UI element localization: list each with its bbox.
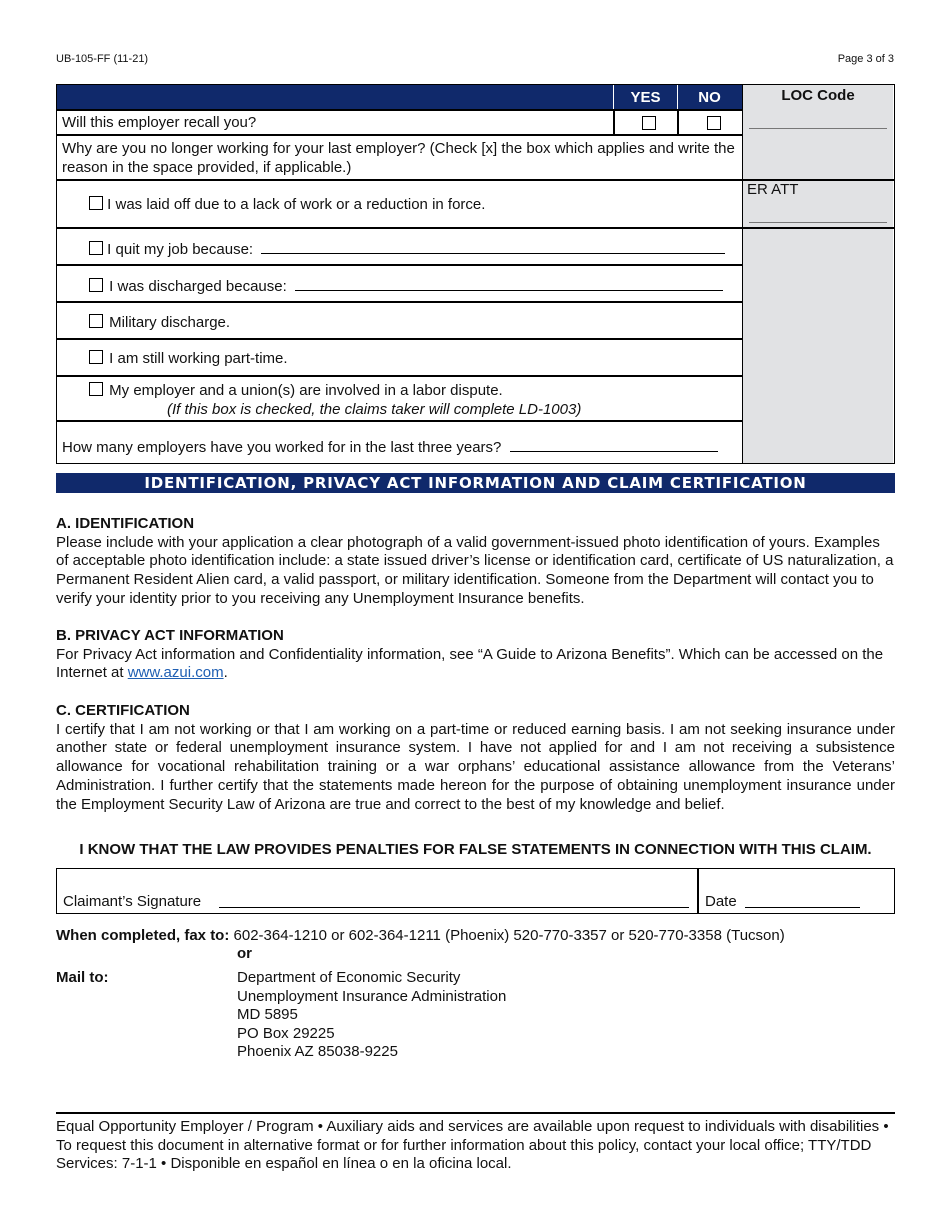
footer-rule <box>56 1112 895 1114</box>
claimant-signature-label: Claimant’s Signature <box>63 893 202 910</box>
penalty-warning: I KNOW THAT THE LAW PROVIDES PENALTIES FOR FALSE STATEMENTS IN CONNECTION WITH THIS CLAIM. <box>79 841 872 858</box>
divider <box>57 227 742 229</box>
option-labor-dispute <box>89 382 774 401</box>
recall-question: Will this employer recall you? <box>62 114 257 131</box>
divider <box>57 375 742 377</box>
part-time-label: I am still working part-time. <box>109 350 288 367</box>
address-line: MD 5895 <box>237 1006 298 1023</box>
page-number: Page 3 of 3 <box>837 53 894 65</box>
recall-no-checkbox[interactable] <box>707 116 721 130</box>
quit-checkbox[interactable] <box>89 241 103 255</box>
employers-count-field[interactable] <box>510 439 718 452</box>
claimant-signature-field[interactable] <box>219 907 689 908</box>
divider <box>57 109 742 111</box>
privacy-end: . <box>223 664 228 682</box>
labor-dispute-note: (If this box is checked, the claims taker will complete LD-1003) <box>167 401 582 418</box>
discharged-checkbox[interactable] <box>89 278 103 292</box>
divider <box>57 134 742 136</box>
address-line: Phoenix AZ 85038-9225 <box>237 1043 398 1060</box>
address-line: PO Box 29225 <box>237 1024 335 1042</box>
quit-reason-field[interactable] <box>261 241 725 254</box>
military-checkbox[interactable] <box>89 314 103 328</box>
option-laid-off <box>89 196 774 213</box>
discharged-label: I was discharged because: <box>109 278 287 295</box>
form-id: UB-105-FF (11-21) <box>56 53 149 65</box>
yes-header: YES <box>613 85 677 110</box>
certification-body: I certify that I am not working or that I am working on a part-time or reduced earning basis. I am not seeking insurance under another state or federal unemployment insurance system. I have not applied for and I am not receiving a subsistence allowance for vocational rehabilitation training or a war orphans’ educational assistance allowance from the Veterans’ Administration. I further certify that the statements made hereon for the purpose of obtaining unemployment insurance under the Employment Security Law of Arizona are true and correct to the best of my knowledge and belief. <box>56 720 895 813</box>
employers-question: How many employers have you worked for in the last three years? <box>62 439 502 456</box>
signature-divider <box>697 869 699 913</box>
recall-yes-checkbox[interactable] <box>642 116 656 130</box>
identification-body: Please include with your application a clear photograph of a valid government-issued photo identification of yours. Examples of acceptable photo identification include: a state issued driver’s license or identification card, certificate of US naturalization, a Permanent Resident Alien card, a valid passport, or military identification. Someone from the Department will contact you to verify your identity prior to you receiving any Unemployment Insurance benefits. <box>56 533 894 607</box>
certification-section <box>56 702 895 814</box>
address-line: Unemployment Insurance Administration <box>237 987 507 1005</box>
discharged-reason-field[interactable] <box>295 278 723 291</box>
labor-dispute-checkbox[interactable] <box>89 382 103 396</box>
privacy-body: For Privacy Act information and Confidentiality information, see “A Guide to Arizona Benefits”. Which can be accessed on the Internet at <box>56 645 884 682</box>
date-field[interactable] <box>745 907 860 908</box>
certification-heading: C. CERTIFICATION <box>56 702 190 719</box>
identification-section <box>56 515 895 609</box>
employer-table <box>56 84 895 464</box>
or-label: or <box>237 945 252 962</box>
quit-label: I quit my job because: <box>107 241 254 258</box>
no-header: NO <box>677 85 741 110</box>
labor-dispute-label: My employer and a union(s) are involved in a labor dispute. <box>109 382 503 399</box>
reason-intro: Why are you no longer working for your last employer? (Check [x] the box which applies and write the reason in the space provided, if applicable.) <box>62 140 735 176</box>
privacy-heading: B. PRIVACY ACT INFORMATION <box>56 627 284 644</box>
er-att-field[interactable] <box>749 222 887 223</box>
identification-heading: A. IDENTIFICATION <box>56 515 195 532</box>
azui-link[interactable]: www.azui.com <box>127 664 224 682</box>
address-line: Department of Economic Security <box>237 969 461 986</box>
yes-col-divider <box>613 110 615 135</box>
divider <box>743 227 894 229</box>
divider <box>57 420 742 422</box>
military-label: Military discharge. <box>109 314 231 331</box>
divider <box>57 338 742 340</box>
employers-question-row <box>62 439 747 456</box>
divider <box>57 301 742 303</box>
table-header-strip <box>57 85 742 110</box>
footer-text: Equal Opportunity Employer / Program • Auxiliary aids and services are available upon request to individuals with disabilities • To request this document in alternative format or for further information about this policy, contact your local office; TTY/TDD Services: 7-1-1 • Disponible en español en línea o en la oficina local. <box>56 1118 889 1172</box>
divider <box>57 264 742 266</box>
fax-numbers: 602-364-1210 or 602-364-1211 (Phoenix) 520-770-3357 or 520-770-3358 (Tucson) <box>233 927 785 944</box>
option-quit <box>89 241 774 258</box>
signature-box <box>56 868 895 914</box>
er-att-label: ER ATT <box>747 181 799 198</box>
no-col-divider <box>677 110 679 135</box>
fax-label: When completed, fax to: <box>56 927 230 944</box>
option-part-time <box>89 350 774 367</box>
loc-code-field[interactable] <box>749 128 887 129</box>
mail-label: Mail to: <box>56 969 109 986</box>
laid-off-label: I was laid off due to a lack of work or a reduction in force. <box>107 196 486 213</box>
privacy-section <box>56 627 895 683</box>
fax-row <box>56 927 785 945</box>
option-military <box>89 314 774 331</box>
divider <box>57 179 742 181</box>
option-discharged <box>89 278 774 295</box>
section-banner: IDENTIFICATION, PRIVACY ACT INFORMATION AND CLAIM CERTIFICATION <box>56 473 895 493</box>
date-label: Date <box>705 893 737 910</box>
part-time-checkbox[interactable] <box>89 350 103 364</box>
laid-off-checkbox[interactable] <box>89 196 103 210</box>
loc-code-label: LOC Code <box>781 87 855 104</box>
mail-address <box>237 969 506 1062</box>
